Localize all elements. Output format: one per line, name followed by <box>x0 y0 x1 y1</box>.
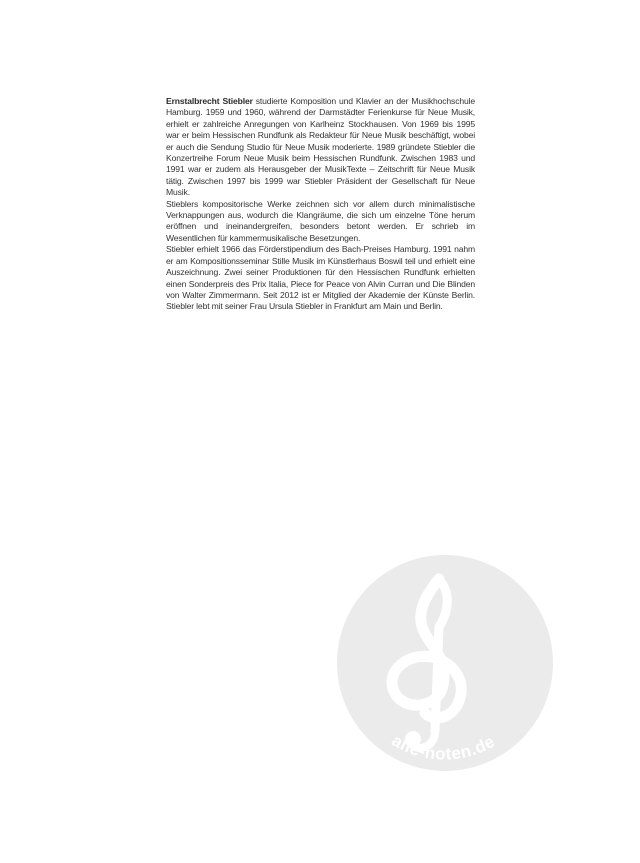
treble-clef-icon <box>335 553 555 773</box>
watermark-text: alle-noten.de <box>388 730 499 764</box>
biography-text <box>166 96 475 313</box>
paragraph-2: Stieblers kompositorische Werke zeichnen sich vor allem durch minimalistische Verknappungen aus, wodurch die Klangräume, die sich um einzelne Töne herum eröffnen und ineinandergreifen, besonders betont werden. Er schrieb im Wesentlichen für kammermusikalische Besetzungen. <box>166 198 475 243</box>
paragraph-1 <box>166 96 475 199</box>
watermark-logo <box>335 553 555 773</box>
paragraph-1-body: studierte Komposition und Klavier an der Musikhochschule Hamburg. 1959 und 1960, während der Darmstädter Ferienkurse für Neue Musik, erhielt er zahlreiche Anregungen von Karlheinz Stockhausen. Von 1969 bis 1995 war er beim Hessischen Rundfunk als Redakteur für Neue Musik beschäftigt, wobei er auch die Sendung Studio für Neue Musik moderierte. 1989 gründete Stiebler die Konzertreihe Forum Neue Musik beim Hessischen Rundfunk. Zwischen 1983 und 1991 war er zudem als Herausgeber der MusikTexte – Zeitschrift für Neue Musik tätig. Zwischen 1997 bis 1999 war Stiebler Präsident der Gesellschaft für Neue Musik. <box>166 96 475 198</box>
paragraph-3: Stiebler erhielt 1966 das Förderstipendium des Bach-Preises Hamburg. 1991 nahm er am Kompositionsseminar Stille Musik im Künstlerhaus Boswil teil und erhielt eine Auszeichnung. Zwei seiner Produktionen für den Hessischen Rundfunk erhielten einen Sonderpreis des Prix Italia, Piece for Peace von Alvin Curran und Die Blinden von Walter Zimmermann. Seit 2012 ist er Mitglied der Akademie der Künste Berlin. Stiebler lebt mit seiner Frau Ursula Stiebler in Frankfurt am Main und Berlin. <box>166 244 475 312</box>
author-name: Ernstalbrecht Stiebler <box>166 96 253 106</box>
